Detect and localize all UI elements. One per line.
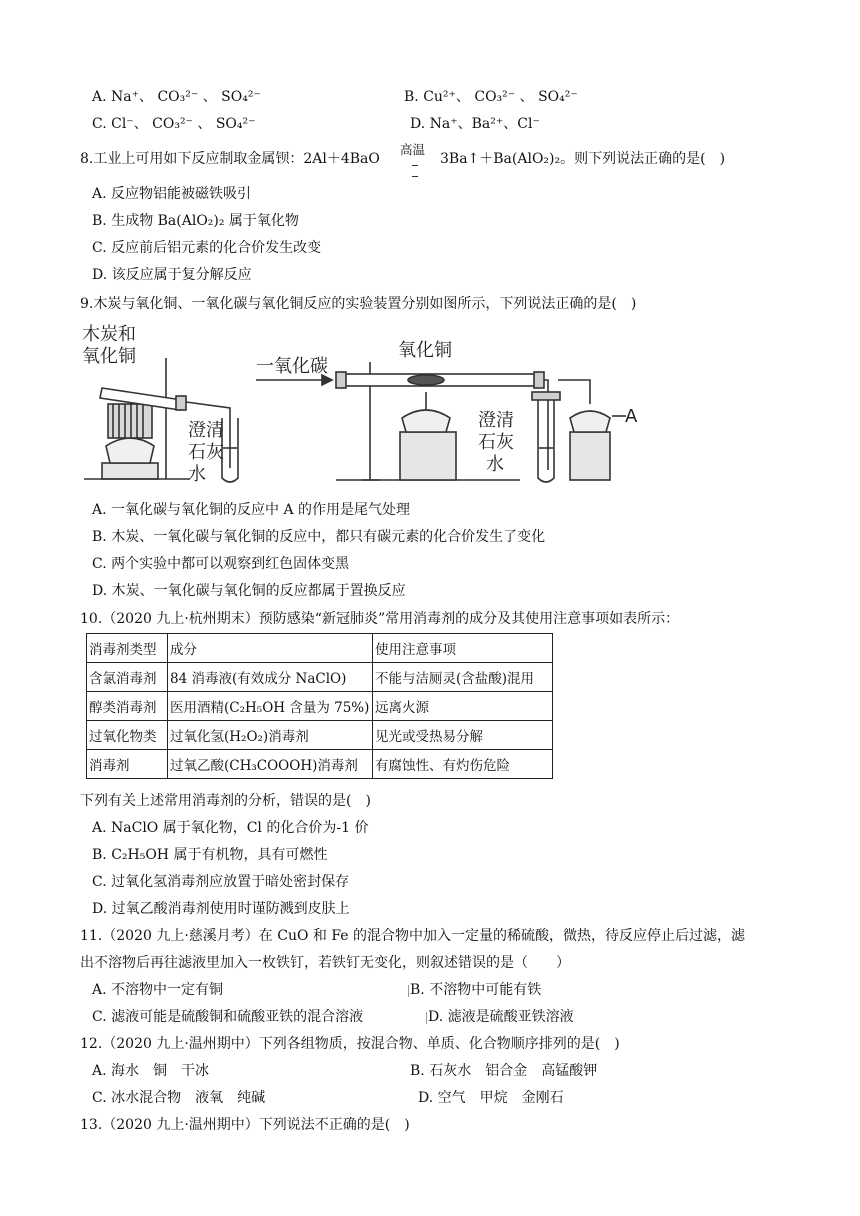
fig-label-a: A — [625, 406, 638, 427]
table-cell: 过氧乙酸(CH₃COOOH)消毒剂 — [168, 750, 373, 779]
q9-stem: 9.木炭与氧化铜、一氧化碳与氧化铜反应的实验装置分别如图所示，下列说法正确的是( ) — [80, 296, 637, 312]
q12-option-b[interactable]: B. 石灰水 铝合金 高锰酸钾 — [410, 1063, 598, 1079]
table-cell: 远离火源 — [373, 692, 553, 721]
q9-option-a[interactable]: A. 一氧化碳与氧化铜的反应中 A 的作用是尾气处理 — [92, 502, 411, 518]
q8-option-a[interactable]: A. 反应物铝能被磁铁吸引 — [92, 186, 252, 202]
table-cell: 84 消毒液(有效成分 NaClO) — [168, 663, 373, 692]
q10-option-a[interactable]: A. NaClO 属于氧化物，Cl 的化合价为-1 价 — [92, 820, 369, 836]
table-row — [87, 750, 553, 779]
fig-label-co: 一氧化碳 — [256, 356, 328, 377]
fig-label-charcoal-2: 氧化铜 — [82, 346, 136, 367]
q11-option-a[interactable]: A. 不溶物中一定有铜 — [92, 982, 224, 998]
fig-label-lime1-c: 水 — [188, 464, 206, 485]
cell-divider — [408, 985, 409, 997]
table-cell: 见光或受热易分解 — [373, 721, 553, 750]
fig-label-lime2-a: 澄清 — [478, 410, 514, 431]
disinfectant-table — [86, 633, 553, 779]
table-row — [87, 634, 553, 663]
q10-after: 下列有关上述常用消毒剂的分析，错误的是( ) — [80, 793, 371, 809]
right-lamp — [402, 410, 450, 432]
table-cell: 不能与洁厕灵(含盐酸)混用 — [373, 663, 553, 692]
q7-option-d[interactable]: D. Na⁺、Ba²⁺、Cl⁻ — [410, 116, 540, 132]
q7-option-a[interactable]: A. Na⁺、 CO₃²⁻ 、 SO₄²⁻ — [92, 89, 261, 105]
q11-option-b[interactable]: B. 不溶物中可能有铁 — [410, 982, 542, 998]
q8-option-d[interactable]: D. 该反应属于复分解反应 — [92, 267, 252, 283]
q11-stem-line1: 11.（2020 九上·慈溪月考）在 CuO 和 Fe 的混合物中加入一定量的稀硫酸，微热，待反应停止后过滤，滤 — [80, 928, 746, 944]
q12-stem: 12.（2020 九上·温州期中）下列各组物质，按混合物、单质、化合物顺序排列的是( ) — [80, 1036, 620, 1052]
q11-option-d[interactable]: D. 滤液是硫酸亚铁溶液 — [428, 1009, 574, 1025]
right-base-block — [400, 432, 456, 480]
q12-option-a[interactable]: A. 海水 铜 干冰 — [92, 1063, 210, 1079]
table-cell: 使用注意事项 — [373, 634, 553, 663]
table-cell: 过氧化物类 — [87, 721, 168, 750]
q13-stem: 13.（2020 九上·温州期中）下列说法不正确的是( ) — [80, 1117, 410, 1133]
table-row — [87, 663, 553, 692]
q8-condition: 高温 — [400, 142, 426, 157]
cell-divider — [426, 1012, 427, 1024]
q8-stem-a: 8.工业上可用如下反应制取金属钡：2Al＋4BaO — [80, 151, 380, 167]
q8-option-c[interactable]: C. 反应前后铝元素的化合价发生改变 — [92, 240, 322, 256]
fig-label-lime2-b: 石灰 — [478, 432, 514, 453]
q9-option-b[interactable]: B. 木炭、一氧化碳与氧化铜的反应中，都只有碳元素的化合价发生了变化 — [92, 529, 546, 545]
q8-condition-mark-2 — [412, 176, 418, 177]
q12-option-c[interactable]: C. 冰水混合物 液氧 纯碱 — [92, 1090, 266, 1106]
q8-stem-b: 3Ba↑＋Ba(AlO₂)₂。则下列说法正确的是( ) — [440, 151, 726, 167]
q9-option-c[interactable]: C. 两个实验中都可以观察到红色固体变黑 — [92, 556, 350, 572]
q10-option-b[interactable]: B. C₂H₅OH 属于有机物，具有可燃性 — [92, 847, 328, 863]
table-cell: 消毒剂类型 — [87, 634, 168, 663]
q10-option-d[interactable]: D. 过氧乙酸消毒剂使用时谨防溅到皮肤上 — [92, 901, 350, 917]
fig-label-lime1-b: 石灰 — [188, 442, 224, 463]
table-cell: 醇类消毒剂 — [87, 692, 168, 721]
table-cell: 过氧化氢(H₂O₂)消毒剂 — [168, 721, 373, 750]
left-lamp — [106, 438, 154, 463]
table-cell: 成分 — [168, 634, 373, 663]
table-cell: 含氯消毒剂 — [87, 663, 168, 692]
q11-option-c[interactable]: C. 滤液可能是硫酸铜和硫酸亚铁的混合溶液 — [92, 1009, 364, 1025]
fig-label-charcoal-1: 木炭和 — [82, 324, 136, 345]
left-mesh — [108, 404, 152, 438]
left-base-block — [102, 463, 158, 479]
q10-stem: 10.（2020 九上·杭州期末）预防感染“新冠肺炎”常用消毒剂的成分及其使用注意事项如表所示： — [80, 611, 680, 627]
fig-label-lime2-c: 水 — [486, 454, 504, 475]
table-row — [87, 692, 553, 721]
q7-option-c[interactable]: C. Cl⁻、 CO₃²⁻ 、 SO₄²⁻ — [92, 116, 256, 132]
fig-label-cuo: 氧化铜 — [398, 340, 452, 361]
table-cell: 医用酒精(C₂H₅OH 含量为 75%) — [168, 692, 373, 721]
table-cell: 消毒剂 — [87, 750, 168, 779]
q10-option-c[interactable]: C. 过氧化氢消毒剂应放置于暗处密封保存 — [92, 874, 350, 890]
table-row — [87, 721, 553, 750]
q8-condition-mark — [412, 165, 418, 166]
q8-option-b[interactable]: B. 生成物 Ba(AlO₂)₂ 属于氧化物 — [92, 213, 299, 229]
q12-option-d[interactable]: D. 空气 甲烷 金刚石 — [418, 1090, 564, 1106]
q7-option-b[interactable]: B. Cu²⁺、 CO₃²⁻ 、 SO₄²⁻ — [404, 89, 578, 105]
burner-a — [570, 411, 610, 432]
right-limewater-tube — [538, 396, 554, 482]
q9-option-d[interactable]: D. 木炭、一氧化碳与氧化铜的反应都属于置换反应 — [92, 583, 406, 599]
table-cell: 有腐蚀性、有灼伤危险 — [373, 750, 553, 779]
fig-label-lime1-a: 澄清 — [188, 420, 224, 441]
q9-apparatus-figure — [80, 318, 638, 490]
q11-stem-line2: 出不溶物后再往滤液里加入一枚铁钉，若铁钉无变化，则叙述错误的是（ ） — [80, 955, 570, 971]
